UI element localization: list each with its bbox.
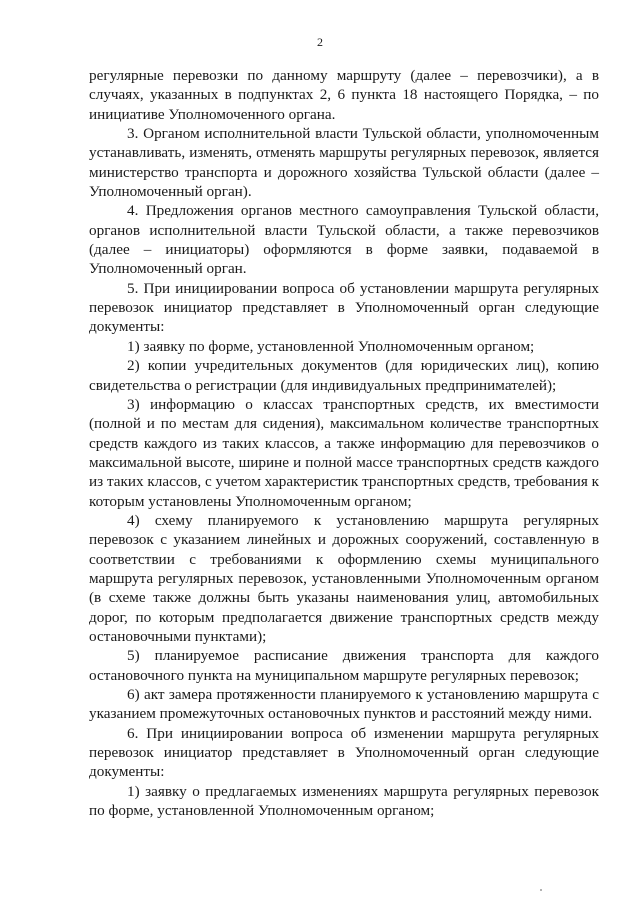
scan-speck — [540, 889, 542, 891]
list-item-5-2: 2) копии учредительных документов (для юридических лиц), копию свидетельства о регистрации (для индивидуальных предпринимателей); — [89, 357, 599, 394]
list-item-6-1: 1) заявку о предлагаемых изменениях маршрута регулярных перевозок по форме, установленной Уполномоченным органом; — [89, 782, 599, 820]
list-item-5-3: 3) информацию о классах транспортных средств, их вместимости (полной и по местам для сидения), максимальном количестве транспортных средств каждого из таких классов, а также информацию для перевозчиков о максимальной высоте, ширине и полной массе транспортных средств каждого из таких классов, с учетом характеристик транспортных средств, требования к которым установлены Уполномоченным органом; — [89, 395, 599, 510]
list-item-5-5: 5) планируемое расписание движения транспорта для каждого остановочного пункта на муниципальном маршруте регулярных перевозок; — [89, 647, 599, 684]
paragraph-item-5: 5. При инициировании вопроса об установлении маршрута регулярных перевозок инициатор представляет в Уполномоченный орган следующие документы: — [89, 279, 599, 336]
paragraph-item-6: 6. При инициировании вопроса об изменении маршрута регулярных перевозок инициатор представляет в Уполномоченный орган следующие документы: — [89, 724, 599, 781]
list-item-5-6: 6) акт замера протяженности планируемого к установлению маршрута с указанием промежуточных остановочных пунктов и расстояний между ними. — [89, 686, 599, 723]
page-number: 2 — [317, 35, 323, 49]
paragraph-item-3: 3. Органом исполнительной власти Тульской области, уполномоченным устанавливать, изменять, отменять маршруты регулярных перевозок, является министерство транспорта и дорожного хозяйства Тульской области (далее – Уполномоченный орган). — [89, 125, 599, 201]
paragraph-item-4: 4. Предложения органов местного самоуправления Тульской области, органов исполнительной власти Тульской области, а также перевозчиков (далее – инициаторы) оформляются в форме заявки, подаваемой в Уполномоченный орган. — [89, 202, 599, 278]
list-item-5-4: 4) схему планируемого к установлению маршрута регулярных перевозок с указанием линейных и дорожных сооружений, составленную в соответствии с требованиями к оформлению схемы муниципального маршрута регулярных перевозок, установленными Уполномоченным органом (в схеме также должны быть указаны наименования улиц, автомобильных дорог, по которым предполагается движение транспортных средств между остановочными пунктами); — [89, 511, 599, 645]
paragraph-continuation: регулярные перевозки по данному маршруту (далее – перевозчики), а в случаях, указанных в подпунктах 2, 6 пункта 18 настоящего Порядка, – по инициативе Уполномоченного органа. — [89, 67, 599, 123]
list-item-5-1: 1) заявку по форме, установленной Уполномоченным органом; — [127, 337, 535, 355]
document-body — [89, 66, 599, 820]
